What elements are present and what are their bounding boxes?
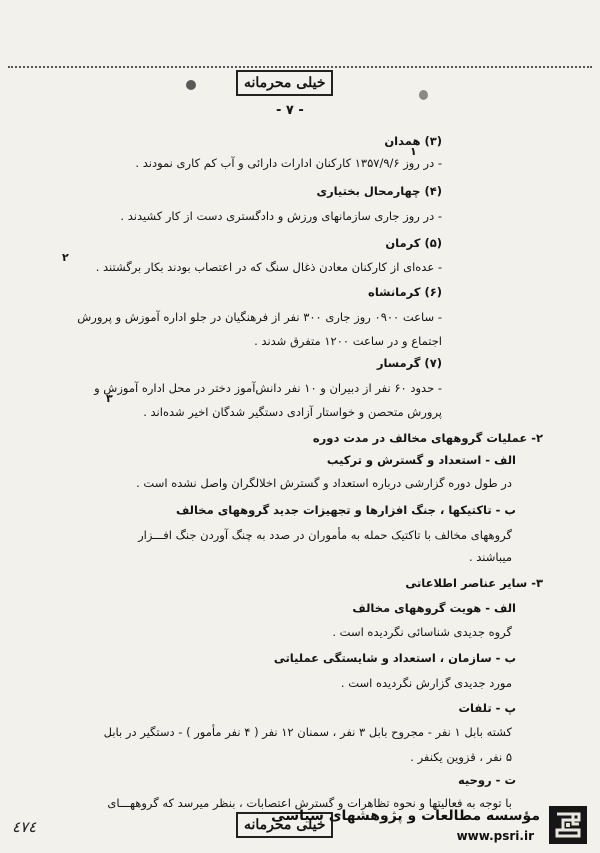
ink-blot <box>186 80 196 90</box>
institute-logo-icon <box>549 806 587 844</box>
report-line: میباشند . <box>468 550 512 564</box>
institute-name: مؤسسه مطالعات و پژوهشهای سیاسی <box>271 808 540 824</box>
subsection-heading: پ - تلفات <box>458 701 516 715</box>
section-heading-garmsar: (۷) گرمسار <box>376 356 442 370</box>
section-heading-kerman: (۵) کرمان <box>385 236 442 250</box>
report-line: - ساعت ۰۹۰۰ روز جاری ۳۰۰ نفر از فرهنگیان در جلو اداره آموزش و پرورش <box>77 310 442 324</box>
subsection-heading: الف - استعداد و گسترش و ترکیب <box>326 453 516 467</box>
report-line: گروههای مخالف با تاکتیک حمله به مأموران در صدد به چنگ آوردن جنگ افـــزار <box>138 528 512 542</box>
report-line: مورد جدیدی گزارش نگردیده است . <box>340 676 512 690</box>
report-line: - در روز جاری سازمانهای ورزش و دادگستری دست از کار کشیدند . <box>120 209 442 223</box>
report-line: با توجه به فعالیتها و نحوه تظاهرات و گسترش اعتصابات ، بنظر میرسد که گروههـــای <box>107 796 512 810</box>
section-heading-kermanshah: (۶) کرمانشاه <box>368 285 442 299</box>
section-heading-chaharmahal: (۴) چهارمحال بختیاری <box>316 184 442 198</box>
institute-url: www.psri.ir <box>456 829 534 843</box>
section-heading-opposition-operations: ۲- عملیات گروههای مخالف در مدت دوره <box>312 431 543 445</box>
classification-stamp-bottom: خیلی محرمانه <box>236 812 333 838</box>
report-line: گروه جدیدی شناسائی نگردیده است . <box>332 625 512 639</box>
report-line: - در روز ۱۳۵۷/۹/۶ کارکنان ادارات دارائی و آب کم کاری نمودند . <box>135 156 442 170</box>
report-line: پرورش متحصن و خواستار آزادی دستگیر شدگان اخیر شده‌اند . <box>143 405 442 419</box>
subsection-heading: ب - تاکتیکها ، جنگ افزارها و تجهیزات جدید گروههای مخالف <box>175 503 516 517</box>
section-heading-hamedan: (۳) همدان <box>384 134 442 148</box>
subsection-heading: ب - سازمان ، استعداد و شایستگی عملیاتی <box>273 651 516 665</box>
margin-mark: ۲ <box>62 251 69 264</box>
report-line: ۵ نفر ، قزوین یکنفر . <box>410 750 512 764</box>
subsection-heading: الف - هویت گروههای مخالف <box>352 601 516 615</box>
report-line: کشته بابل ۱ نفر - مجروح بابل ۳ نفر ، سمنان ۱۲ نفر ( ۴ نفر مأمور ) - دستگیر در بابل <box>103 725 512 739</box>
subsection-heading: ت - روحیه <box>457 773 516 787</box>
section-heading-other-intelligence: ۳- سایر عناصر اطلاعاتی <box>405 576 543 590</box>
page-number: - ۷ - <box>276 103 304 118</box>
margin-mark: ۳ <box>106 392 113 405</box>
report-line: - حدود ۶۰ نفر از دبیران و ۱۰ نفر دانش‌آموز دختر در محل اداره آموزش و <box>94 381 442 395</box>
report-line: اجتماع و در ساعت ۱۲۰۰ متفرق شدند . <box>254 334 442 348</box>
margin-mark: ۱ <box>410 145 417 158</box>
report-line: در طول دوره گزارشی درباره استعداد و گسترش اخلالگران واصل نشده است . <box>136 476 512 490</box>
report-line: - عده‌ای از کارکنان معادن ذغال سنگ که در اعتصاب بودند بکار برگشتند . <box>95 260 442 274</box>
archive-number: ٤٧٤ <box>12 818 37 836</box>
classification-stamp-top: خیلی محرمانه <box>236 70 333 96</box>
ink-blot <box>419 90 428 100</box>
